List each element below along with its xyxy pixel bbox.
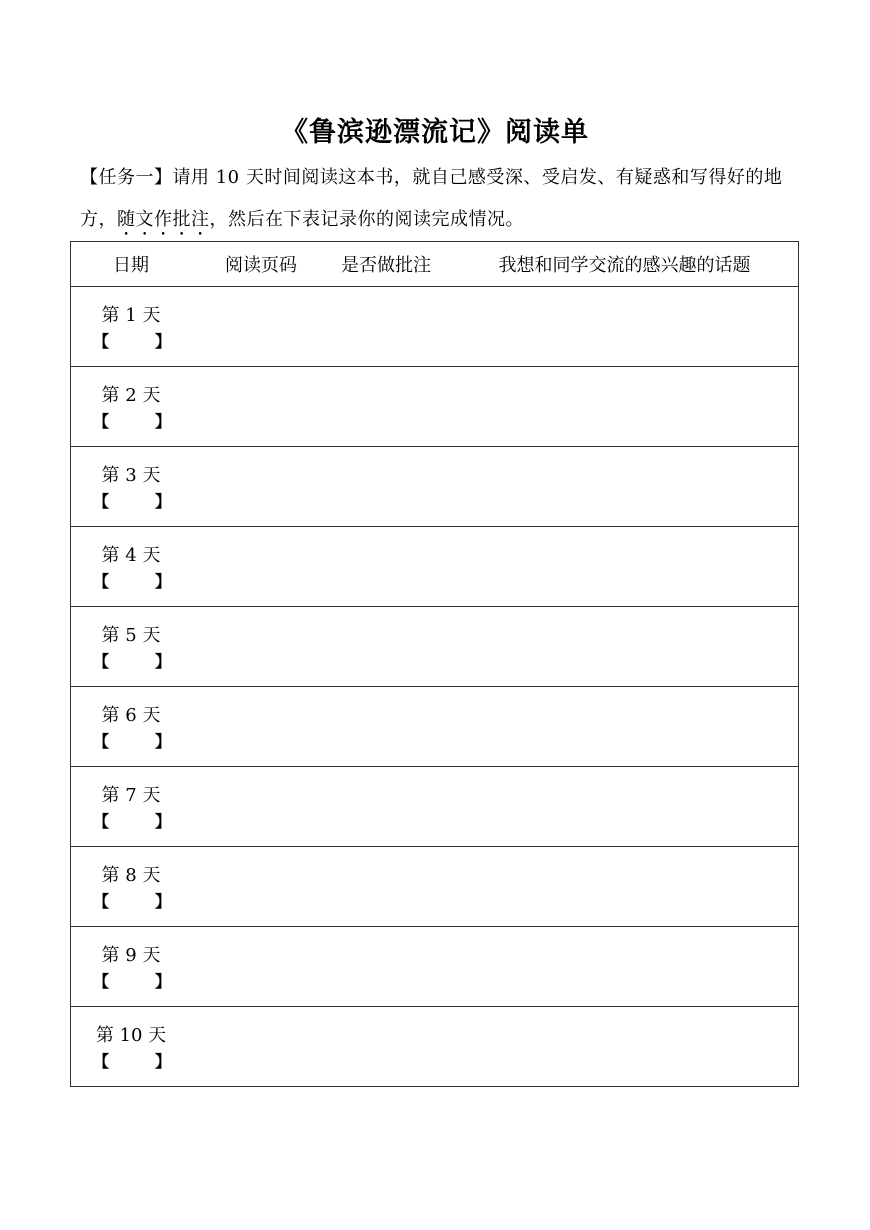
day-cell[interactable] [71,607,799,687]
day-label: 第 6 天 [101,705,161,726]
day-cell[interactable] [71,847,799,927]
table-header-row [71,242,799,287]
bracket-open: 【 [93,732,110,751]
task-text-suffix: ，然后在下表记录你的阅读完成情况。 [209,209,524,230]
bracket-close: 】 [154,892,171,911]
date-bracket[interactable] [93,809,171,832]
table-row [71,447,799,527]
day-label: 第 5 天 [101,625,161,646]
bracket-open: 【 [93,972,110,991]
day-cell[interactable] [71,527,799,607]
bracket-close: 】 [154,492,171,511]
date-bracket[interactable] [93,569,171,592]
bracket-close: 】 [154,332,171,351]
day-label: 第 4 天 [101,545,161,566]
table-row [71,287,799,367]
day-label: 第 2 天 [101,385,161,406]
bracket-close: 】 [154,1052,171,1071]
date-bracket[interactable] [93,409,171,432]
table-row [71,687,799,767]
table-row [71,527,799,607]
day-cell[interactable] [71,927,799,1007]
bracket-open: 【 [93,652,110,671]
bracket-open: 【 [93,412,110,431]
date-bracket[interactable] [93,489,171,512]
bracket-close: 】 [154,732,171,751]
date-bracket[interactable] [93,969,171,992]
date-bracket[interactable] [93,649,171,672]
bracket-open: 【 [93,812,110,831]
header-annotated: 是否做批注 [341,255,431,276]
day-cell[interactable] [71,767,799,847]
date-bracket[interactable] [93,1049,171,1072]
bracket-open: 【 [93,572,110,591]
table-header-cell [71,242,799,287]
bracket-close: 】 [154,972,171,991]
task-emphasis-text: 随文作批注 [117,209,210,230]
table-row [71,367,799,447]
day-label: 第 1 天 [101,305,161,326]
header-pages: 阅读页码 [225,255,297,276]
day-cell[interactable] [71,447,799,527]
date-bracket[interactable] [93,889,171,912]
day-label: 第 8 天 [101,865,161,886]
task-instructions [80,157,800,241]
table-row [71,847,799,927]
bracket-open: 【 [93,492,110,511]
bracket-close: 】 [154,572,171,591]
day-label: 第 9 天 [101,945,161,966]
day-label: 第 3 天 [101,465,161,486]
day-cell[interactable] [71,687,799,767]
bracket-open: 【 [93,892,110,911]
header-topic: 我想和同学交流的感兴趣的话题 [498,255,751,276]
bracket-open: 【 [93,1052,110,1071]
table-row [71,1007,799,1087]
table-row [71,767,799,847]
day-label: 第 10 天 [95,1025,167,1046]
reading-log-table [70,241,799,1087]
day-cell[interactable] [71,367,799,447]
bracket-open: 【 [93,332,110,351]
date-bracket[interactable] [93,729,171,752]
task-text-prefix: 【任务一】请用 10 天时间阅读这本书，就自己感受深、受启发、有疑惑和写得好的地方， [80,167,783,230]
table-row [71,607,799,687]
day-label: 第 7 天 [101,785,161,806]
bracket-close: 】 [154,812,171,831]
table-row [71,927,799,1007]
bracket-close: 】 [154,652,171,671]
day-cell[interactable] [71,1007,799,1087]
page-title: 《鲁滨逊漂流记》阅读单 [281,117,589,148]
bracket-close: 】 [154,412,171,431]
date-bracket[interactable] [93,329,171,352]
header-date: 日期 [113,255,149,276]
day-cell[interactable] [71,287,799,367]
